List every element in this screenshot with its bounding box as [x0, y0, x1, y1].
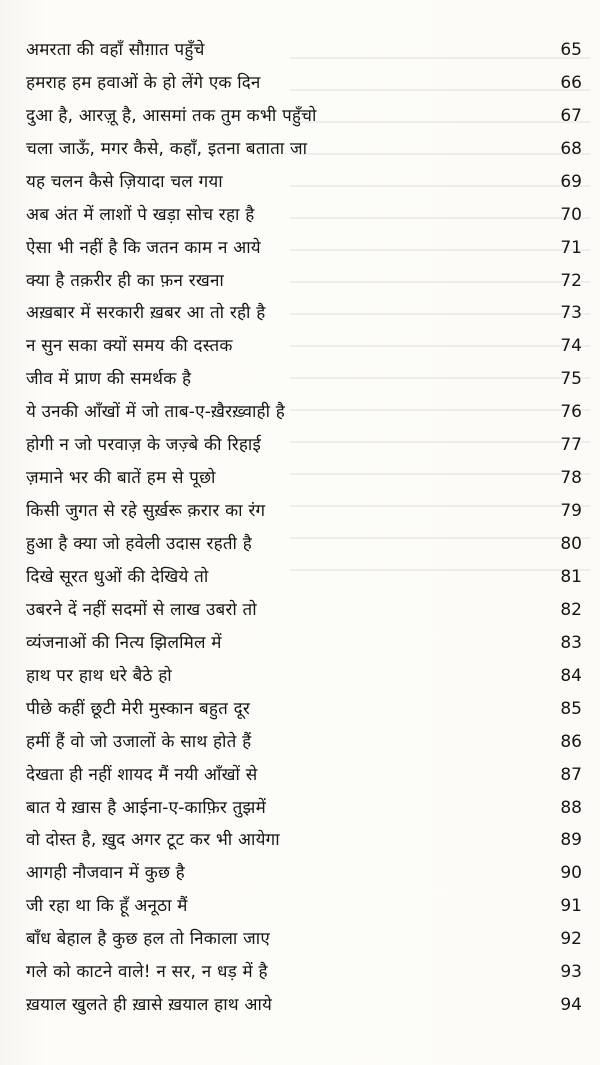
- toc-entry: [26, 67, 582, 100]
- toc-entry-title: हमराह हम हवाओं के हो लेंगे एक दिन: [26, 72, 261, 93]
- toc-entry-title: गले को काटने वाले! न सर, न धड़ में है: [26, 962, 268, 983]
- toc-entry-page-number: 82: [560, 599, 582, 620]
- toc-entry-title: जी रहा था कि हूँ अनूठा मैं: [26, 896, 188, 917]
- toc-entry-title: ख़याल खुलते ही ख़ासे ख़याल हाथ आये: [26, 995, 273, 1016]
- toc-entry: [26, 133, 582, 166]
- toc-entry-title: अब अंत में लाशों पे खड़ा सोच रहा है: [26, 204, 255, 225]
- toc-entry-page-number: 86: [560, 731, 582, 752]
- toc-entry-title: दिखे सूरत धुओं की देखिये तो: [26, 566, 209, 587]
- toc-entry-title: हुआ है क्या जो हवेली उदास रहती है: [26, 534, 252, 555]
- toc-entry-title: बात ये ख़ास है आईना-ए-काफ़िर तुझमें: [26, 797, 266, 818]
- toc-entry-title: पीछे कहीं छूटी मेरी मुस्कान बहुत दूर: [26, 698, 250, 719]
- toc-entry-title: ऐसा भी नहीं है कि जतन काम न आये: [26, 237, 261, 258]
- toc-entry-page-number: 83: [560, 632, 582, 653]
- toc-entry: [26, 34, 582, 67]
- toc-entry-page-number: 72: [560, 270, 582, 291]
- toc-entry-title: बाँध बेहाल है कुछ हल तो निकाला जाए: [26, 929, 270, 950]
- toc-entry: [26, 298, 582, 331]
- toc-entry: [26, 363, 582, 396]
- toc-entry-page-number: 68: [560, 138, 582, 159]
- toc-entry-page-number: 92: [560, 929, 582, 950]
- toc-entry: [26, 100, 582, 133]
- toc-entry: [26, 199, 582, 232]
- toc-entry-page-number: 84: [560, 665, 582, 686]
- toc-entry: [26, 693, 582, 726]
- toc-entry-title: दुआ है, आरज़ू है, आसमां तक तुम कभी पहुँचो: [26, 105, 317, 126]
- toc-entry: [26, 429, 582, 462]
- toc-entry-page-number: 81: [560, 566, 582, 587]
- toc-entry: [26, 825, 582, 858]
- toc-entry-title: क्या है तक़रीर ही का फ़न रखना: [26, 270, 224, 291]
- toc-entry-page-number: 69: [560, 171, 582, 192]
- toc-entry-title: अमरता की वहाँ सौग़ात पहुँचे: [26, 39, 205, 60]
- toc-entry-page-number: 76: [560, 402, 582, 423]
- toc-entry-title: हमीं हैं वो जो उजालों के साथ होते हैं: [26, 731, 252, 752]
- toc-entry: [26, 923, 582, 956]
- table-of-contents: [26, 34, 582, 1022]
- toc-entry-page-number: 66: [560, 72, 582, 93]
- toc-entry-title: ये उनकी आँखों में जो ताब-ए-ख़ैरख़्वाही है: [26, 402, 286, 423]
- toc-entry-title: हाथ पर हाथ धरे बैठे हो: [26, 665, 172, 686]
- toc-entry: [26, 462, 582, 495]
- toc-entry: [26, 330, 582, 363]
- toc-entry-page-number: 73: [560, 303, 582, 324]
- toc-entry-page-number: 91: [560, 896, 582, 917]
- toc-entry: [26, 989, 582, 1022]
- toc-entry: [26, 660, 582, 693]
- toc-entry: [26, 528, 582, 561]
- toc-entry-page-number: 93: [560, 962, 582, 983]
- toc-entry-title: न सुन सका क्यों समय की दस्तक: [26, 336, 233, 357]
- toc-entry-page-number: 89: [560, 830, 582, 851]
- toc-entry: [26, 857, 582, 890]
- toc-entry-title: यह चलन कैसे ज़ियादा चल गया: [26, 171, 223, 192]
- toc-entry: [26, 265, 582, 298]
- toc-entry-page-number: 67: [560, 105, 582, 126]
- toc-entry: [26, 166, 582, 199]
- toc-entry-title: व्यंजनाओं की नित्य झिलमिल में: [26, 632, 222, 653]
- toc-entry-page-number: 75: [560, 369, 582, 390]
- toc-entry-title: चला जाऊँ, मगर कैसे, कहाँ, इतना बताता जा: [26, 138, 308, 159]
- toc-entry: [26, 627, 582, 660]
- toc-entry-page-number: 79: [560, 501, 582, 522]
- toc-entry-page-number: 80: [560, 534, 582, 555]
- toc-entry-title: ज़माने भर की बातें हम से पूछो: [26, 468, 216, 489]
- toc-entry-title: जीव में प्राण की समर्थक है: [26, 369, 192, 390]
- toc-entry-page-number: 77: [560, 435, 582, 456]
- toc-entry: [26, 561, 582, 594]
- toc-entry-page-number: 87: [560, 764, 582, 785]
- toc-entry-page-number: 74: [560, 336, 582, 357]
- toc-entry-title: वो दोस्त है, ख़ुद अगर टूट कर भी आयेगा: [26, 830, 280, 851]
- toc-entry-page-number: 88: [560, 797, 582, 818]
- toc-entry-page-number: 78: [560, 468, 582, 489]
- toc-entry: [26, 495, 582, 528]
- toc-entry: [26, 759, 582, 792]
- toc-entry: [26, 232, 582, 265]
- toc-entry-page-number: 85: [560, 698, 582, 719]
- toc-entry: [26, 594, 582, 627]
- toc-entry-title: आगही नौजवान में कुछ है: [26, 863, 185, 884]
- toc-entry-title: किसी जुगत से रहे सुर्ख़रू क़रार का रंग: [26, 501, 266, 522]
- toc-entry: [26, 890, 582, 923]
- toc-entry-page-number: 70: [560, 204, 582, 225]
- toc-entry-title: होगी न जो परवाज़ के जज़्बे की रिहाई: [26, 435, 262, 456]
- toc-entry: [26, 396, 582, 429]
- toc-entry: [26, 792, 582, 825]
- toc-entry-page-number: 90: [560, 863, 582, 884]
- toc-entry-title: उबरने दें नहीं सदमों से लाख उबरो तो: [26, 599, 257, 620]
- toc-entry-title: अख़बार में सरकारी ख़बर आ तो रही है: [26, 303, 266, 324]
- toc-entry: [26, 956, 582, 989]
- toc-entry: [26, 726, 582, 759]
- toc-entry-page-number: 94: [560, 995, 582, 1016]
- toc-entry-page-number: 71: [560, 237, 582, 258]
- toc-entry-page-number: 65: [560, 39, 582, 60]
- toc-entry-title: देखता ही नहीं शायद मैं नयी आँखों से: [26, 764, 258, 785]
